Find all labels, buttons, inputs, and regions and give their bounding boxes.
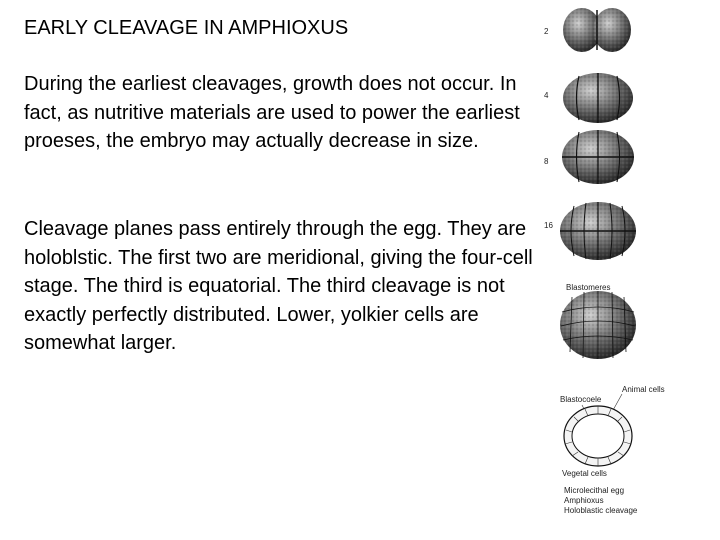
eight-cell-stage: [562, 130, 634, 184]
blastula-stage: [560, 291, 636, 359]
blastomeres-label: Blastomeres: [566, 283, 611, 292]
caption-line-3: Holoblastic cleavage: [564, 506, 638, 515]
paragraph-growth: During the earliest cleavages, growth does not occur. In fact, as nutritive materials are used to power the earliest proeses, the embryo may actually decrease in size.: [24, 73, 520, 152]
paragraph-cleavage-planes: Cleavage planes pass entirely through the egg. They are holoblstic. The first two are meridional, giving the four-cell stage. The third is equatorial. The third cleavage is not exactly perfectly distributed. Lower, yolkier cells are somewhat larger.: [24, 218, 533, 354]
caption-line-2: Amphioxus: [564, 496, 604, 505]
animal-cells-label: Animal cells: [622, 385, 665, 394]
two-cell-stage: [563, 8, 631, 52]
stage-label-4: 4: [544, 91, 549, 100]
stage-label-8: 8: [544, 157, 549, 166]
slide-title: EARLY CLEAVAGE IN AMPHIOXUS: [24, 17, 349, 39]
sixteen-cell-stage: [560, 202, 636, 260]
vegetal-cells-label: Vegetal cells: [562, 469, 607, 478]
blastocoele-label: Blastocoele: [560, 395, 602, 404]
four-cell-stage: [563, 73, 633, 123]
cleavage-stages-illustration: [544, 0, 720, 540]
blastula-cross-section: [564, 406, 632, 466]
cleavage-stages-figure: [544, 0, 720, 540]
stage-label-16: 16: [544, 221, 553, 230]
stage-label-2: 2: [544, 27, 549, 36]
caption-line-1: Microlecithal egg: [564, 486, 625, 495]
